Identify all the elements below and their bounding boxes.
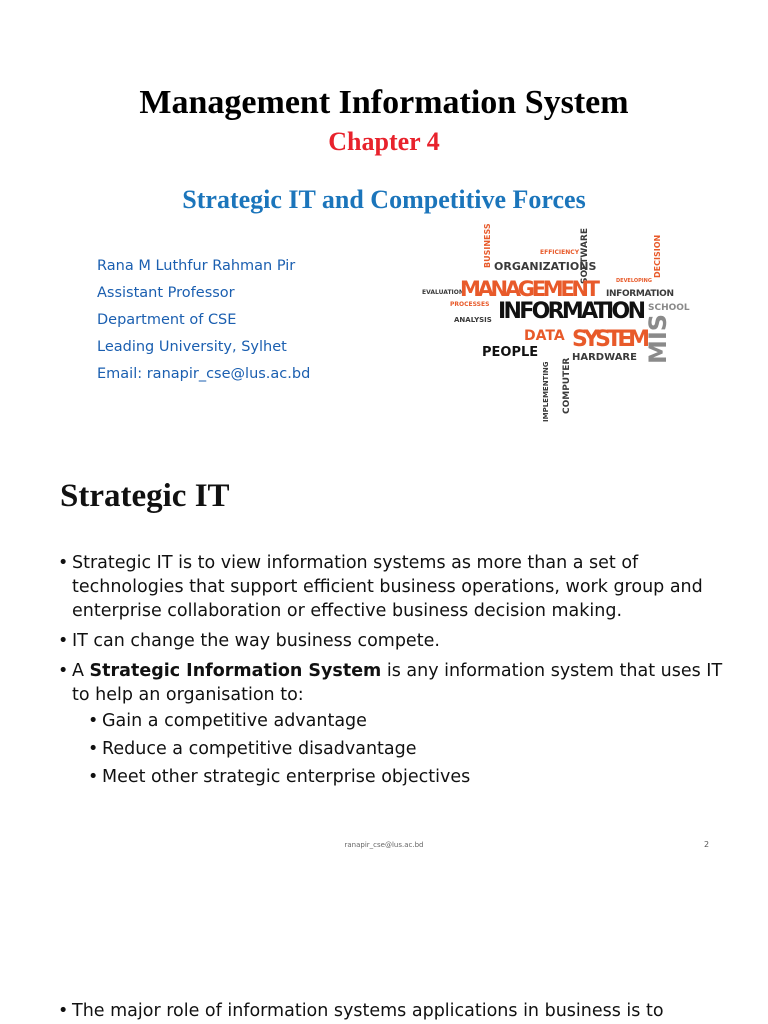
sub-bullet-item: • Reduce a competitive disadvantage: [86, 737, 738, 765]
wc-word: ORGANIZATIONS: [494, 260, 597, 273]
wc-word: SOFTWARE: [580, 228, 590, 284]
wc-word: IMPLEMENTING: [542, 361, 550, 422]
author-name: Rana M Luthfur Rahman Pir: [97, 258, 296, 274]
bullet-item: • IT can change the way business compete.: [58, 629, 738, 653]
author-info: [97, 256, 310, 391]
page-number: 2: [704, 840, 710, 849]
wc-word: COMPUTER: [562, 357, 572, 414]
bullet-bold-term: Strategic Information System: [89, 661, 382, 681]
wc-word: MANAGEMENT: [460, 277, 600, 301]
slide-1: [0, 0, 768, 440]
wc-word: EVALUATION: [422, 289, 464, 296]
bullet-item: [58, 659, 738, 793]
bullet-prefix: A: [72, 661, 90, 681]
wc-word: SCHOOL: [648, 303, 690, 313]
next-slide-bullet: • The major role of information systems applications in business is to: [58, 999, 768, 1023]
section-title: Strategic IT: [60, 478, 230, 514]
sub-bullet-item: • Meet other strategic enterprise objectives: [86, 765, 738, 793]
slide-subtitle: Strategic IT and Competitive Forces: [182, 185, 586, 214]
chapter-label: Chapter 4: [328, 127, 440, 156]
wc-word: DECISION: [653, 234, 662, 278]
wc-word: DATA: [524, 328, 565, 344]
wc-word: HARDWARE: [572, 352, 637, 363]
author-email: Email: ranapir_cse@lus.ac.bd: [97, 366, 311, 382]
bullet-suffix: is any information system that uses IT to help an organisation to:: [72, 661, 723, 705]
author-position: Assistant Professor: [97, 285, 235, 301]
wc-word: INFORMATION: [498, 299, 646, 324]
bullet-list: [58, 551, 738, 799]
mis-word-cloud-image: [420, 218, 700, 428]
wc-word: PEOPLE: [482, 345, 539, 360]
sub-bullet-list: [72, 709, 738, 793]
author-department: Department of CSE: [97, 312, 237, 328]
wc-word: DEVELOPING: [616, 278, 652, 284]
wc-word: PROCESSES: [450, 301, 490, 308]
author-university: Leading University, Sylhet: [97, 339, 287, 355]
wc-word: MIS: [644, 313, 672, 364]
sub-bullet-item: • Gain a competitive advantage: [86, 709, 738, 737]
footer-email: ranapir_cse@lus.ac.bd: [344, 841, 424, 849]
wc-word: SYSTEM: [572, 327, 650, 352]
wc-word: BUSINESS: [483, 223, 492, 268]
slide-title: Management Information System: [139, 84, 629, 121]
wc-word: EFFICIENCY: [540, 249, 580, 256]
wc-word: INFORMATION: [606, 289, 674, 299]
wc-word: ANALYSIS: [454, 316, 492, 324]
bullet-item: • Strategic IT is to view information systems as more than a set of technologies that support efficient business operations, work group and enterprise collaboration or effective business decision making.: [58, 551, 738, 623]
